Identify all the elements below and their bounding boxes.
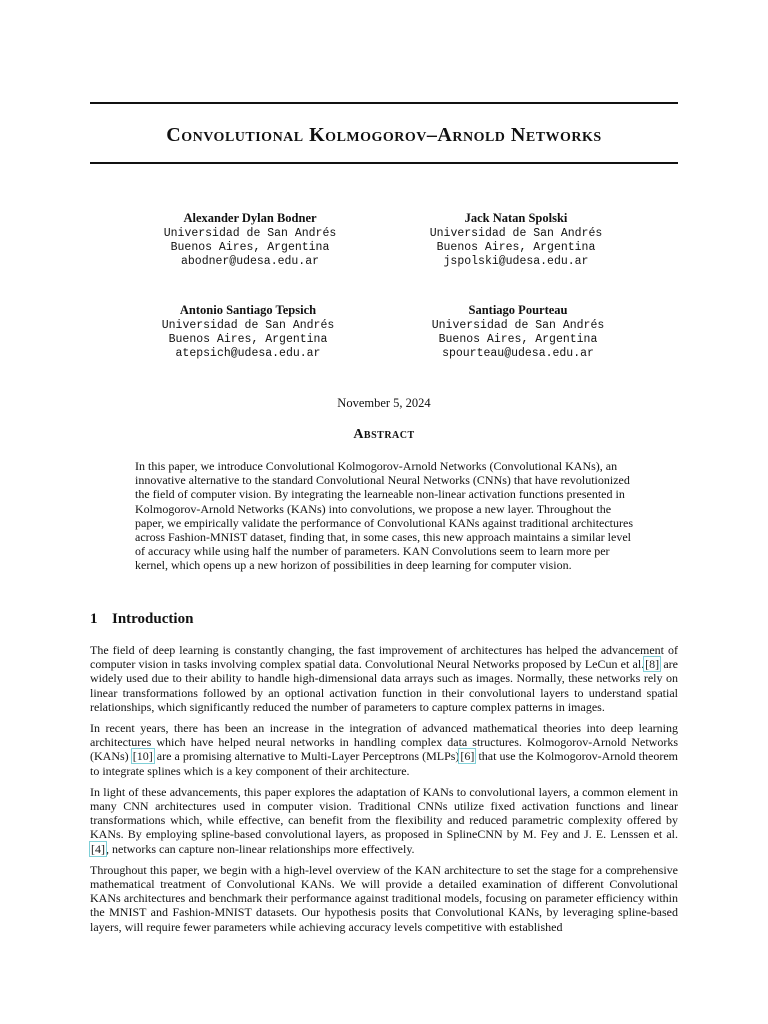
- author-name: Jack Natan Spolski: [464, 211, 568, 225]
- paragraph: [90, 863, 678, 934]
- paragraph: [90, 785, 678, 856]
- author-location: Buenos Aires, Argentina: [438, 333, 598, 346]
- author-email[interactable]: abodner@udesa.edu.ar: [180, 255, 320, 268]
- title-bottom-rule: [90, 162, 678, 164]
- paragraph-text: In light of these advancements, this paper explores the adaptation of KANs to convolutional layers, a common element in many CNN architectures used in computer vision. Traditional CNNs utilize fixed activation functions and linear transformations which, while effective, can benefit from the flexibility and reduced parametric complexity offered by KANs. By employing spline-based convolutional layers, as proposed in SplineCNN by M. Fey and J. E. Lenssen et al.: [90, 784, 678, 842]
- paragraph-text: The field of deep learning is constantly changing, the fast improvement of architectures has helped the advancement of computer vision in tasks involving complex spatial data. Convolutional Neural Networks proposed by LeCun et al.: [90, 643, 678, 672]
- paragraph-text: In recent years, there has been an increase in the integration of advanced mathematical theories into deep learning architectures which have helped neural networks in handling complex data structures. Kolmogorov-Arnold Networks (KANs): [90, 721, 678, 764]
- author-email[interactable]: spourteau@udesa.edu.ar: [442, 347, 594, 360]
- citation-link[interactable]: [8]: [645, 657, 660, 672]
- author-affiliation: Universidad de San Andrés: [431, 319, 605, 332]
- paragraph: [90, 643, 678, 714]
- author-affiliation: Universidad de San Andrés: [163, 227, 337, 240]
- paragraph-text: , networks can capture non-linear relationships more effectively.: [106, 841, 415, 856]
- abstract-heading: Abstract: [353, 427, 415, 442]
- section-title: Introduction: [112, 611, 194, 627]
- section-number: 1: [90, 611, 98, 627]
- introduction-body: [90, 643, 678, 941]
- author-email[interactable]: atepsich@udesa.edu.ar: [175, 347, 321, 360]
- author-affiliation: Universidad de San Andrés: [429, 227, 603, 240]
- paragraph-text: Throughout this paper, we begin with a high-level overview of the KAN architecture to set the stage for a comprehensive mathematical treatment of Convolutional KANs. We will provide a detailed examination of different Convolutional KANs architectures and benchmark their performance against traditional models, focusing on parameter efficiency within the MNIST and Fashion-MNIST datasets. Our hypothesis posits that Convolutional KANs, by leveraging spline-based layers, will require fewer parameters while achieving accuracy levels competitive with established: [90, 862, 678, 934]
- author-block: [398, 302, 638, 361]
- top-rule: [90, 102, 678, 104]
- author-block: [128, 302, 368, 361]
- author-location: Buenos Aires, Argentina: [170, 241, 330, 254]
- citation-link[interactable]: [10]: [132, 749, 153, 764]
- publication-date: November 5, 2024: [337, 396, 431, 410]
- citation-link[interactable]: [4]: [91, 841, 105, 856]
- author-name: Alexander Dylan Bodner: [183, 211, 317, 225]
- author-block: [396, 210, 636, 269]
- paragraph: [90, 721, 678, 778]
- author-block: [130, 210, 370, 269]
- paragraph-text: are a promising alternative to Multi-Layer Perceptrons (MLPs): [153, 749, 460, 764]
- section-heading: [90, 609, 193, 629]
- author-location: Buenos Aires, Argentina: [168, 333, 328, 346]
- author-name: Santiago Pourteau: [468, 303, 568, 317]
- citation-link[interactable]: [6]: [460, 749, 475, 764]
- paper-title: Convolutional Kolmogorov–Arnold Networks: [166, 124, 602, 146]
- author-name: Antonio Santiago Tepsich: [179, 303, 317, 317]
- author-email[interactable]: jspolski@udesa.edu.ar: [443, 255, 589, 268]
- author-affiliation: Universidad de San Andrés: [161, 319, 335, 332]
- paragraph-text: that use the Kolmogorov-Arnold theorem to integrate splines which is a key component of their architecture.: [90, 749, 678, 778]
- abstract-text: In this paper, we introduce Convolutional Kolmogorov-Arnold Networks (Convolutional KANs), an innovative alternative to the standard Convolutional Neural Networks (CNNs) that have revolutionized the field of computer vision. By integrating the learneable non-linear activation functions presented in Kolmogorov-Arnold Networks (KANs) into convolutions, we propose a new layer. Throughout the paper, we empirically validate the performance of Convolutional KANs against traditional architectures across Fashion-MNIST dataset, finding that, in some cases, this new approach maintains a similar level of accuracy while using half the number of parameters. KAN Convolutions seem to learn more per kernel, which opens up a new horizon of possibilities in deep learning for computer vision.: [135, 459, 634, 573]
- paragraph-text: are widely used due to their ability to handle high-dimensional data arrays such as images. Normally, these networks rely on linear transformations followed by an optional activation function in their convolutional layers to understand spatial relationships, which significantly reduced the number of parameters to capture complex patterns in images.: [90, 657, 678, 714]
- author-location: Buenos Aires, Argentina: [436, 241, 596, 254]
